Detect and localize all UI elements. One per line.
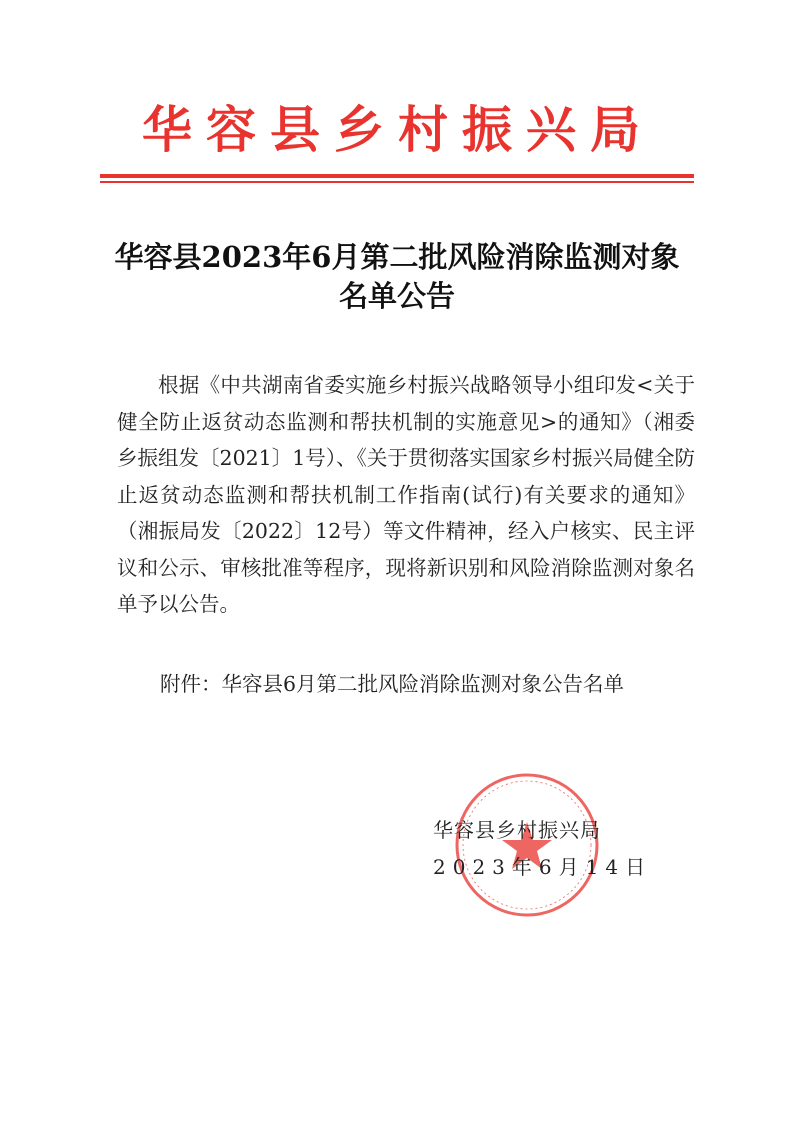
masthead-rule-thin — [100, 181, 694, 183]
document-title-line2: 名单公告 — [338, 279, 455, 313]
attachment-line: 附件：华容县6月第二批风险消除监测对象公告名单 — [160, 672, 625, 696]
masthead-rule-thick — [100, 174, 694, 178]
body-paragraph: 根据《中共湖南省委实施乡村振兴战略领导小组印发<关于健全防止返贫动态监测和帮扶机制的实施意见>的通知》（湘委乡振组发〔2021〕1号）、《关于贯彻落实国家乡村振兴局健全防止返贫动态监测和帮扶机制工作指南(试行)有关要求的通知》（湘振局发〔2022〕12号）等文件精神，经入户核实、民主评议和公示、审核批准等程序，现将新识别和风险消除监测对象名单予以公告。 — [117, 373, 695, 616]
masthead-title: 华容县乡村振兴局 — [142, 100, 654, 159]
document-title-line1: 华容县2023年6月第二批风险消除监测对象 — [114, 240, 680, 274]
signature-date: 2023年6月14日 — [433, 855, 653, 879]
signature-org: 华容县乡村振兴局 — [433, 818, 601, 842]
